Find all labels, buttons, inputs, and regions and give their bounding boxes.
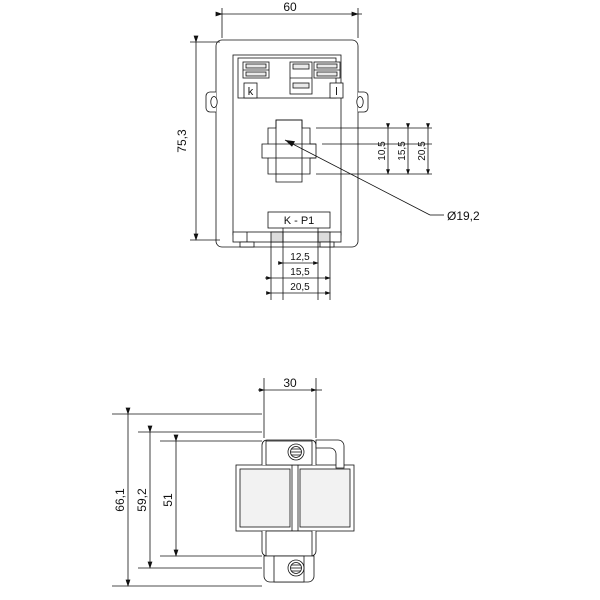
dim-label-right-10-5: 10,5 <box>377 141 388 161</box>
dim-label-height-75-3: 75,3 <box>175 129 189 153</box>
dim-label-hole-diameter: Ø19,2 <box>447 209 480 223</box>
dim-label-depth-30: 30 <box>283 376 297 390</box>
terminal-label-k: k <box>247 86 254 98</box>
dim-label-width-60: 60 <box>283 0 297 14</box>
dim-label-right-20-5: 20,5 <box>417 141 428 161</box>
dim-label-bottom-20-5: 20,5 <box>290 282 310 293</box>
dim-label-height-51: 51 <box>161 493 175 507</box>
terminal-label-l: l <box>335 86 338 98</box>
dim-label-right-15-5: 15,5 <box>397 141 408 161</box>
marking-label-k-p1: K - P1 <box>283 215 315 227</box>
dim-label-bottom-12-5: 12,5 <box>290 252 310 263</box>
dim-label-height-59-2: 59,2 <box>135 488 149 512</box>
dim-label-height-66-1: 66,1 <box>113 488 127 512</box>
dim-height-75-3 <box>190 42 220 240</box>
dim-label-bottom-15-5: 15,5 <box>290 267 310 278</box>
side-view-body <box>236 440 354 582</box>
